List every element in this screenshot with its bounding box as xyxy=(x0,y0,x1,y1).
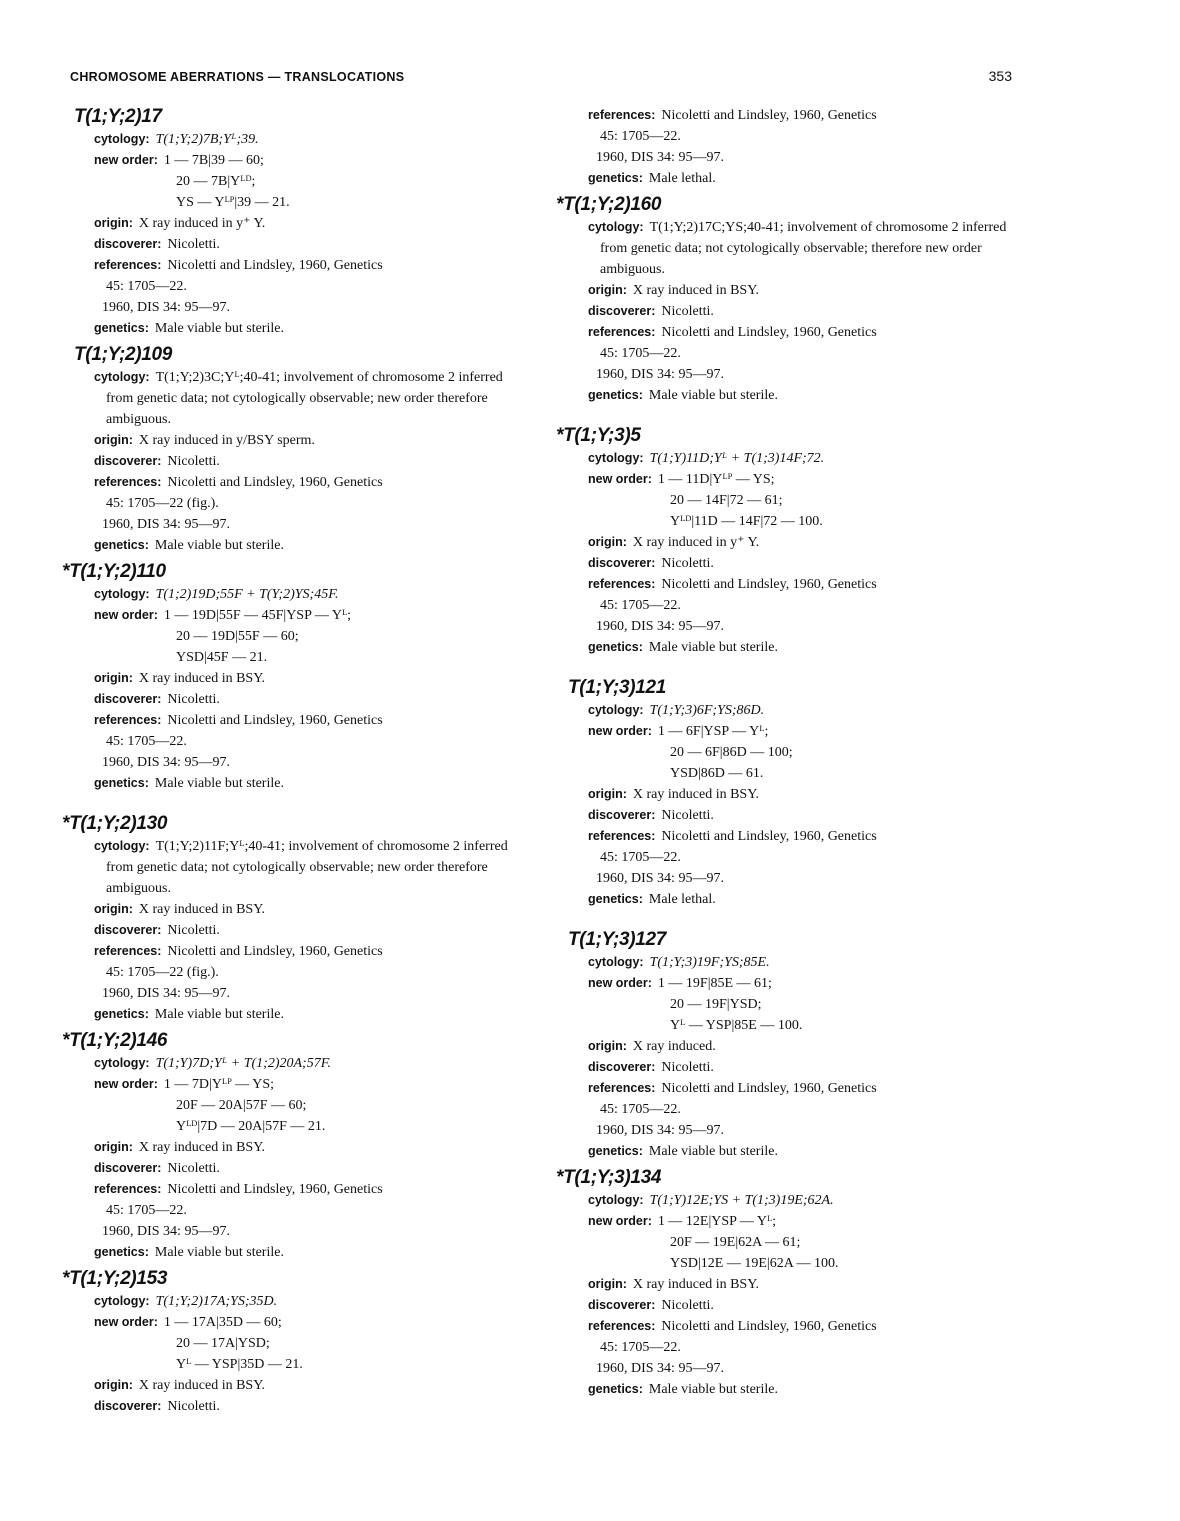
page-number: 353 xyxy=(988,68,1012,84)
genetics-field: genetics: Male viable but sterile. xyxy=(94,538,284,553)
references-field: references: Nicoletti and Lindsley, 1960, Genetics xyxy=(588,577,877,592)
cytology-field: cytology: T(1;Y)7D;Yᴸ + T(1;2)20A;57F. xyxy=(94,1056,331,1071)
new-order-line: Yᴸ — YSP|85E — 100. xyxy=(670,1018,803,1033)
references-field: references: Nicoletti and Lindsley, 1960, Genetics xyxy=(588,829,877,844)
discoverer-field: discoverer: Nicoletti. xyxy=(588,556,714,571)
entry-name: T(1;Y;3)121 xyxy=(568,677,667,698)
new-order-field: new order: 1 — 11D|Yᴸᴾ — YS; xyxy=(588,472,775,487)
discoverer-field: discoverer: Nicoletti. xyxy=(588,1298,714,1313)
entry xyxy=(62,105,532,339)
genetics-field: genetics: Male viable but sterile. xyxy=(588,640,778,655)
origin-field: origin: X ray induced in y/BSY sperm. xyxy=(94,433,315,448)
references-field: references: Nicoletti and Lindsley, 1960, Genetics xyxy=(588,1081,877,1096)
new-order-line: 20 — 19D|55F — 60; xyxy=(176,629,299,644)
cytology-field: cytology: T(1;2)19D;55F + T(Y;2)YS;45F. xyxy=(94,587,339,602)
entry-name: *T(1;Y;2)160 xyxy=(556,194,662,215)
origin-field: origin: X ray induced in BSY. xyxy=(94,1140,266,1155)
new-order-line: 20F — 19E|62A — 61; xyxy=(670,1235,801,1250)
origin-field: origin: X ray induced in BSY. xyxy=(94,1378,266,1393)
cytology-field: cytology: T(1;Y;2)11F;Yᴸ;40-41; involvement of chromosome 2 inferred from genetic data; not cytologically observable; new order therefore ambiguous. xyxy=(94,839,508,896)
cytology-field: cytology: T(1;Y)11D;Yᴸ + T(1;3)14F;72. xyxy=(588,451,825,466)
cytology-field: cytology: T(1;Y;3)19F;YS;85E. xyxy=(588,955,770,970)
genetics-field: genetics: Male viable but sterile. xyxy=(94,321,284,336)
cytology-field: cytology: T(1;Y;3)6F;YS;86D. xyxy=(588,703,765,718)
new-order-line: Yᴸᴰ|11D — 14F|72 — 100. xyxy=(670,514,823,529)
new-order-field: new order: 1 — 7D|Yᴸᴾ — YS; xyxy=(94,1077,275,1092)
new-order-line: 20 — 14F|72 — 61; xyxy=(670,493,783,508)
entry xyxy=(62,1029,532,1263)
entry xyxy=(62,812,532,1025)
new-order-line: YS — Yᴸᴾ|39 — 21. xyxy=(176,195,290,210)
reference-line: 1960, DIS 34: 95—97. xyxy=(596,150,724,165)
references-field: references: Nicoletti and Lindsley, 1960, Genetics xyxy=(94,1182,383,1197)
new-order-line: YSD|86D — 61. xyxy=(670,766,764,781)
cytology-field: cytology: T(1;Y;2)17C;YS;40-41; involvement of chromosome 2 inferred from genetic data; not cytologically observable; therefore new order ambiguous. xyxy=(588,220,1007,277)
cytology-field: cytology: T(1;Y;2)17A;YS;35D. xyxy=(94,1294,278,1309)
new-order-line: 20 — 19F|YSD; xyxy=(670,997,762,1012)
cytology-field: cytology: T(1;Y)12E;YS + T(1;3)19E;62A. xyxy=(588,1193,834,1208)
reference-line: 45: 1705—22. xyxy=(106,734,187,749)
origin-field: origin: X ray induced in BSY. xyxy=(94,902,266,917)
entry-name: T(1;Y;3)127 xyxy=(568,929,667,950)
new-order-line: YSD|12E — 19E|62A — 100. xyxy=(670,1256,839,1271)
references-field: references: Nicoletti and Lindsley, 1960, Genetics xyxy=(94,713,383,728)
entry xyxy=(556,676,1026,910)
reference-line: 1960, DIS 34: 95—97. xyxy=(596,1361,724,1376)
genetics-field: genetics: Male viable but sterile. xyxy=(588,388,778,403)
running-title: CHROMOSOME ABERRATIONS — TRANSLOCATIONS xyxy=(70,70,405,84)
cytology-field: cytology: T(1;Y;2)3C;Yᴸ;40-41; involvement of chromosome 2 inferred from genetic data; not cytologically observable; new order therefore ambiguous. xyxy=(94,370,503,427)
discoverer-field: discoverer: Nicoletti. xyxy=(94,237,220,252)
new-order-line: 20 — 17A|YSD; xyxy=(176,1336,270,1351)
discoverer-field: discoverer: Nicoletti. xyxy=(588,808,714,823)
new-order-field: new order: 1 — 12E|YSP — Yᴸ; xyxy=(588,1214,777,1229)
references-field: references: Nicoletti and Lindsley, 1960, Genetics xyxy=(588,325,877,340)
entry-name: *T(1;Y;2)110 xyxy=(62,561,166,582)
reference-line: 45: 1705—22. xyxy=(600,1102,681,1117)
new-order-field: new order: 1 — 17A|35D — 60; xyxy=(94,1315,282,1330)
origin-field: origin: X ray induced. xyxy=(588,1039,716,1054)
entry-name: *T(1;Y;2)146 xyxy=(62,1030,168,1051)
new-order-line: 20 — 6F|86D — 100; xyxy=(670,745,793,760)
new-order-line: 20F — 20A|57F — 60; xyxy=(176,1098,307,1113)
origin-field: origin: X ray induced in BSY. xyxy=(94,671,266,686)
discoverer-field: discoverer: Nicoletti. xyxy=(94,454,220,469)
discoverer-field: discoverer: Nicoletti. xyxy=(94,1161,220,1176)
reference-line: 45: 1705—22. xyxy=(106,1203,187,1218)
reference-line: 1960, DIS 34: 95—97. xyxy=(596,871,724,886)
reference-line: 45: 1705—22. xyxy=(600,129,681,144)
references-field: references: Nicoletti and Lindsley, 1960, Genetics xyxy=(94,475,383,490)
origin-field: origin: X ray induced in y⁺ Y. xyxy=(588,535,760,550)
reference-line: 45: 1705—22 (fig.). xyxy=(106,496,219,511)
genetics-field: genetics: Male viable but sterile. xyxy=(94,1245,284,1260)
discoverer-field: discoverer: Nicoletti. xyxy=(588,1060,714,1075)
right-column xyxy=(556,105,1026,1404)
genetics-field: genetics: Male lethal. xyxy=(588,892,716,907)
new-order-line: Yᴸ — YSP|35D — 21. xyxy=(176,1357,303,1372)
reference-line: 1960, DIS 34: 95—97. xyxy=(102,1224,230,1239)
new-order-line: YSD|45F — 21. xyxy=(176,650,268,665)
entry-continuation xyxy=(556,105,1026,189)
entry xyxy=(62,560,532,794)
reference-line: 1960, DIS 34: 95—97. xyxy=(102,755,230,770)
references-field: references: Nicoletti and Lindsley, 1960, Genetics xyxy=(94,944,383,959)
entry xyxy=(556,928,1026,1162)
page-header xyxy=(70,68,1012,92)
reference-line: 1960, DIS 34: 95—97. xyxy=(596,1123,724,1138)
entry-name: T(1;Y;2)17 xyxy=(74,106,162,127)
reference-line: 1960, DIS 34: 95—97. xyxy=(102,517,230,532)
cytology-field: cytology: T(1;Y;2)7B;Yᴸ;39. xyxy=(94,132,259,147)
entry xyxy=(556,1166,1026,1400)
new-order-line: 20 — 7B|Yᴸᴰ; xyxy=(176,174,256,189)
entry-name: *T(1;Y;2)153 xyxy=(62,1268,168,1289)
discoverer-field: discoverer: Nicoletti. xyxy=(94,692,220,707)
reference-line: 45: 1705—22. xyxy=(106,279,187,294)
left-column xyxy=(62,105,532,1421)
entry-name: T(1;Y;2)109 xyxy=(74,344,173,365)
new-order-field: new order: 1 — 7B|39 — 60; xyxy=(94,153,264,168)
origin-field: origin: X ray induced in BSY. xyxy=(588,1277,760,1292)
entry-name: *T(1;Y;3)5 xyxy=(556,425,641,446)
references-field: references: Nicoletti and Lindsley, 1960, Genetics xyxy=(588,1319,877,1334)
discoverer-field: discoverer: Nicoletti. xyxy=(94,1399,220,1414)
reference-line: 1960, DIS 34: 95—97. xyxy=(596,367,724,382)
reference-line: 1960, DIS 34: 95—97. xyxy=(102,300,230,315)
references-field: references: Nicoletti and Lindsley, 1960, Genetics xyxy=(588,108,877,123)
origin-field: origin: X ray induced in y⁺ Y. xyxy=(94,216,266,231)
reference-line: 45: 1705—22. xyxy=(600,346,681,361)
references-field: references: Nicoletti and Lindsley, 1960, Genetics xyxy=(94,258,383,273)
entry xyxy=(62,1267,532,1417)
reference-line: 45: 1705—22 (fig.). xyxy=(106,965,219,980)
new-order-field: new order: 1 — 19F|85E — 61; xyxy=(588,976,772,991)
reference-line: 1960, DIS 34: 95—97. xyxy=(102,986,230,1001)
origin-field: origin: X ray induced in BSY. xyxy=(588,283,760,298)
reference-line: 45: 1705—22. xyxy=(600,1340,681,1355)
discoverer-field: discoverer: Nicoletti. xyxy=(94,923,220,938)
reference-line: 1960, DIS 34: 95—97. xyxy=(596,619,724,634)
reference-line: 45: 1705—22. xyxy=(600,598,681,613)
entry xyxy=(556,193,1026,406)
entry xyxy=(556,424,1026,658)
discoverer-field: discoverer: Nicoletti. xyxy=(588,304,714,319)
entry xyxy=(62,343,532,556)
genetics-field: genetics: Male lethal. xyxy=(588,171,716,186)
reference-line: 45: 1705—22. xyxy=(600,850,681,865)
genetics-field: genetics: Male viable but sterile. xyxy=(588,1144,778,1159)
new-order-field: new order: 1 — 19D|55F — 45F|YSP — Yᴸ; xyxy=(94,608,352,623)
genetics-field: genetics: Male viable but sterile. xyxy=(94,1007,284,1022)
genetics-field: genetics: Male viable but sterile. xyxy=(588,1382,778,1397)
entry-name: *T(1;Y;3)134 xyxy=(556,1167,662,1188)
genetics-field: genetics: Male viable but sterile. xyxy=(94,776,284,791)
new-order-field: new order: 1 — 6F|YSP — Yᴸ; xyxy=(588,724,769,739)
entry-name: *T(1;Y;2)130 xyxy=(62,813,168,834)
origin-field: origin: X ray induced in BSY. xyxy=(588,787,760,802)
new-order-line: Yᴸᴰ|7D — 20A|57F — 21. xyxy=(176,1119,326,1134)
